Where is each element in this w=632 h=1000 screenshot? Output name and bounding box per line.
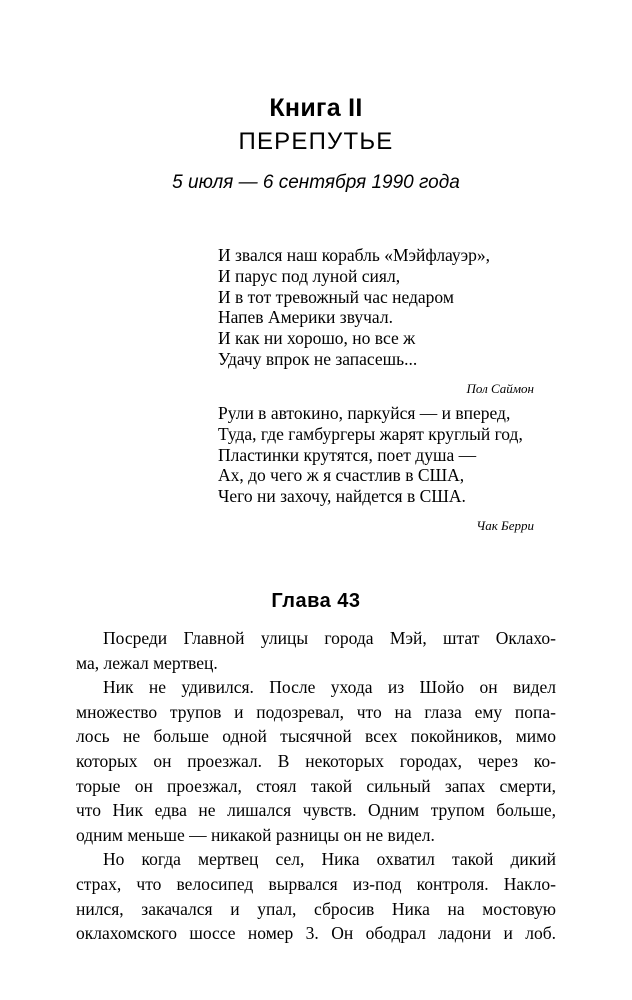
- epigraph-chuck-berry: [218, 403, 534, 535]
- book-subtitle: ПЕРЕПУТЬЕ: [238, 128, 394, 155]
- epigraph-line: Чего ни захочу, найдется в США.: [218, 486, 466, 507]
- text-line: торые он проезжал, стоял такой сильный запах смерти,: [76, 775, 556, 796]
- text-line: множество трупов и подозревал, что на глаза ему попа-: [76, 701, 556, 722]
- epigraph-line: Напев Америки звучал.: [218, 307, 393, 328]
- text-line: ма, лежал мертвец.: [76, 652, 218, 673]
- text-line: одним меньше — никакой разницы он не видел.: [76, 824, 435, 845]
- epigraph-line: И парус под луной сиял,: [218, 265, 401, 286]
- epigraph-line: Пластинки крутятся, поет душа —: [218, 444, 477, 465]
- epigraph-line: И как ни хорошо, но все ж: [218, 328, 416, 349]
- chapter-body: [76, 626, 556, 946]
- text-line: Но когда мертвец сел, Ника охватил такой дикий: [103, 849, 556, 870]
- epigraph-line: Туда, где гамбургеры жарят круглый год,: [218, 423, 523, 444]
- epigraph-line: И звался наш корабль «Мэйфлауэр»,: [218, 245, 491, 265]
- epigraph-line: Удачу впрок не запасешь...: [218, 348, 418, 369]
- text-line: которых он проезжал. В некоторых городах, через ко-: [76, 750, 556, 771]
- epigraph-line: И в тот тревожный час недаром: [218, 286, 454, 307]
- book-title: Книга II: [269, 94, 363, 122]
- book-header: [0, 92, 632, 196]
- text-line: Ник не удивился. После ухода из Шойо он видел: [103, 677, 556, 698]
- book-dates: 5 июля — 6 сентября 1990 года: [172, 172, 460, 193]
- text-line: нился, закачался и упал, сбросив Ника на мостовую: [76, 898, 556, 919]
- epigraph-author: Чак Берри: [476, 517, 534, 533]
- text-line: Посреди Главной улицы города Мэй, штат Оклахо-: [103, 628, 556, 648]
- epigraph-line: Ах, до чего ж я счастлив в США,: [218, 465, 465, 486]
- text-line: лось не больше одной тысячной всех покойников, мимо: [76, 726, 556, 747]
- epigraph-paul-simon: [218, 245, 534, 398]
- text-line: оклахомского шоссе номер 3. Он ободрал ладони и лоб.: [76, 923, 556, 944]
- epigraph-line: Рули в автокино, паркуйся — и вперед,: [218, 403, 511, 423]
- text-line: что Ник едва не лишался чувств. Одним трупом больше,: [76, 800, 556, 821]
- text-line: страх, что велосипед вырвался из-под контроля. Накло-: [76, 873, 556, 894]
- chapter-title: Глава 43: [271, 590, 361, 612]
- epigraph-author: Пол Саймон: [466, 380, 534, 396]
